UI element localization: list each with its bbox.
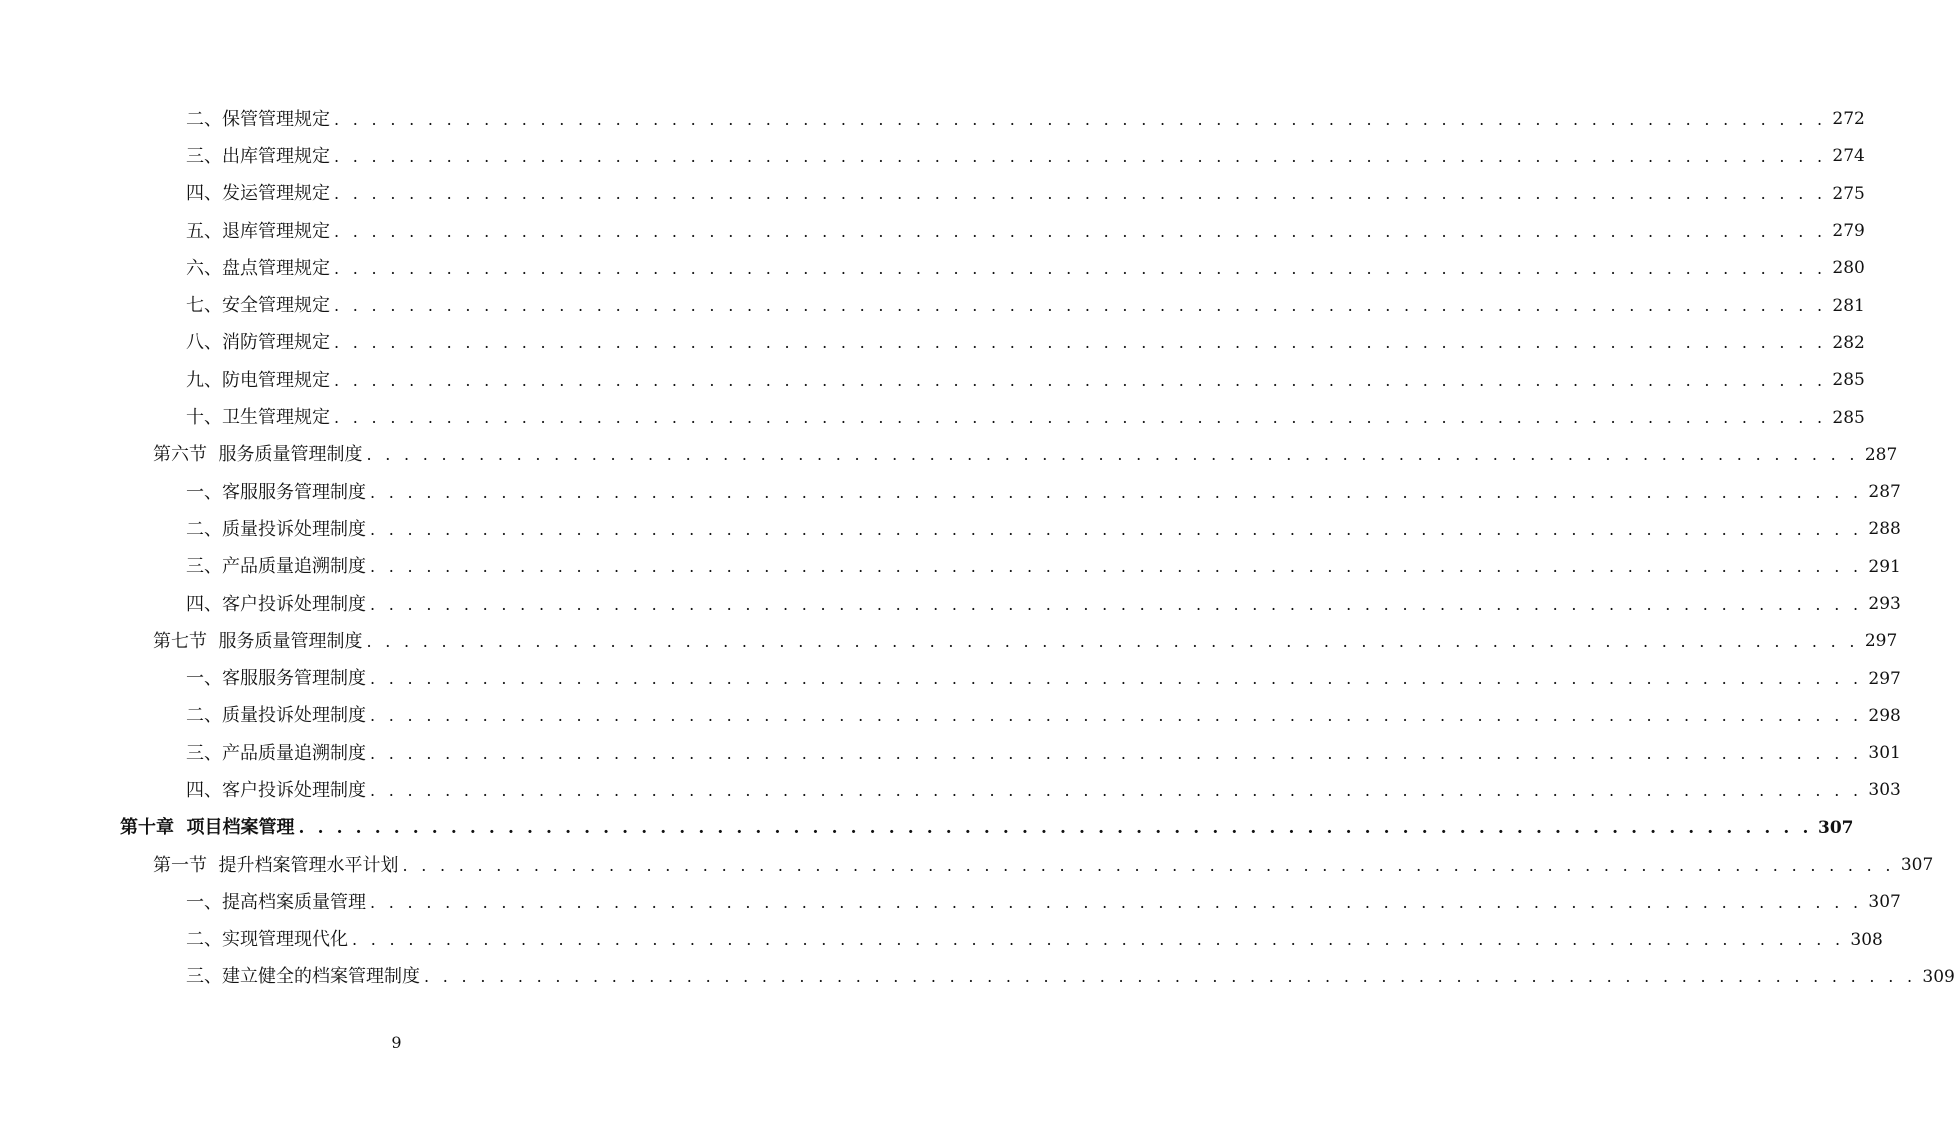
toc-entry-title: 第七节 服务质量管理制度 bbox=[153, 630, 363, 652]
toc-dot-leader: . . . . . . . . . . . . . . . . . . . . . . . . . . . . . . . . . . . . . . . . . . . . . . . . . . . . . . . . . . . . . . . . . . . . . . . . . . . . . . . . bbox=[334, 296, 1827, 316]
toc-dot-leader: . . . . . . . . . . . . . . . . . . . . . . . . . . . . . . . . . . . . . . . . . . . . . . . . . . . . . . . . . . . . . . . . . . . . . . . . . . . . . . . . bbox=[298, 817, 1812, 838]
toc-dot-leader: . . . . . . . . . . . . . . . . . . . . . . . . . . . . . . . . . . . . . . . . . . . . . . . . . . . . . . . . . . . . . . . . . . . . . . . . . . . . . . . . bbox=[334, 370, 1827, 390]
toc-entry-page: 307 bbox=[1868, 892, 1901, 913]
toc-entry-title: 一、客服服务管理制度 bbox=[186, 668, 366, 690]
toc-dot-leader: . . . . . . . . . . . . . . . . . . . . . . . . . . . . . . . . . . . . . . . . . . . . . . . . . . . . . . . . . . . . . . . . . . . . . . . . . . . . . . . . bbox=[366, 631, 1859, 651]
toc-entry-page: 272 bbox=[1832, 109, 1865, 130]
toc-entry-page: 285 bbox=[1832, 407, 1865, 428]
toc-dot-leader: . . . . . . . . . . . . . . . . . . . . . . . . . . . . . . . . . . . . . . . . . . . . . . . . . . . . . . . . . . . . . . . . . . . . . . . . . . . . . . . . bbox=[424, 967, 1917, 987]
toc-dot-leader: . . . . . . . . . . . . . . . . . . . . . . . . . . . . . . . . . . . . . . . . . . . . . . . . . . . . . . . . . . . . . . . . . . . . . . . . . . . . . . . . bbox=[352, 930, 1845, 950]
toc-entry-title: 七、安全管理规定 bbox=[186, 295, 330, 317]
toc-entry-title: 一、提高档案质量管理 bbox=[186, 891, 366, 913]
toc-entry-page: 285 bbox=[1832, 370, 1865, 391]
toc-entry[interactable] bbox=[0, 325, 1865, 362]
toc-dot-leader: . . . . . . . . . . . . . . . . . . . . . . . . . . . . . . . . . . . . . . . . . . . . . . . . . . . . . . . . . . . . . . . . . . . . . . . . . . . . . . . . bbox=[366, 445, 1859, 465]
toc-entry[interactable] bbox=[0, 735, 1901, 772]
toc-entry[interactable] bbox=[0, 250, 1865, 287]
toc-entry-title: 八、消防管理规定 bbox=[186, 332, 330, 354]
toc-entry[interactable] bbox=[0, 623, 1898, 660]
toc-dot-leader: . . . . . . . . . . . . . . . . . . . . . . . . . . . . . . . . . . . . . . . . . . . . . . . . . . . . . . . . . . . . . . . . . . . . . . . . . . . . . . . . bbox=[334, 109, 1827, 129]
toc-entry[interactable] bbox=[0, 884, 1901, 921]
toc-entry-page: 287 bbox=[1868, 482, 1901, 503]
toc-entry-page: 280 bbox=[1832, 258, 1865, 279]
toc-entry-title: 四、发运管理规定 bbox=[186, 183, 330, 205]
toc-entry-title: 第十章 项目档案管理 bbox=[120, 817, 295, 839]
toc-entry-page: 307 bbox=[1817, 817, 1854, 838]
toc-dot-leader: . . . . . . . . . . . . . . . . . . . . . . . . . . . . . . . . . . . . . . . . . . . . . . . . . . . . . . . . . . . . . . . . . . . . . . . . . . . . . . . . bbox=[334, 333, 1827, 353]
toc-entry-page: 303 bbox=[1868, 780, 1901, 801]
toc-entry[interactable] bbox=[0, 138, 1865, 175]
toc-dot-leader: . . . . . . . . . . . . . . . . . . . . . . . . . . . . . . . . . . . . . . . . . . . . . . . . . . . . . . . . . . . . . . . . . . . . . . . . . . . . . . . . bbox=[370, 519, 1863, 539]
page-number: 9 bbox=[391, 1033, 402, 1052]
toc-entry-page: 297 bbox=[1864, 631, 1898, 652]
toc-entry-page: 287 bbox=[1864, 444, 1898, 465]
toc-entry-page: 275 bbox=[1832, 183, 1865, 204]
toc-entry-page: 308 bbox=[1850, 929, 1883, 950]
toc-entry-title: 六、盘点管理规定 bbox=[186, 257, 330, 279]
toc-entry-title: 四、客户投诉处理制度 bbox=[186, 779, 366, 801]
toc-entry-title: 二、实现管理现代化 bbox=[186, 929, 348, 951]
toc-dot-leader: . . . . . . . . . . . . . . . . . . . . . . . . . . . . . . . . . . . . . . . . . . . . . . . . . . . . . . . . . . . . . . . . . . . . . . . . . . . . . . . . bbox=[370, 743, 1863, 763]
toc-entry-title: 三、建立健全的档案管理制度 bbox=[186, 966, 420, 988]
toc-entry[interactable] bbox=[0, 437, 1898, 474]
toc-entry[interactable] bbox=[0, 810, 1854, 847]
toc-entry[interactable] bbox=[0, 698, 1901, 735]
toc-entry[interactable] bbox=[0, 660, 1901, 697]
toc-dot-leader: . . . . . . . . . . . . . . . . . . . . . . . . . . . . . . . . . . . . . . . . . . . . . . . . . . . . . . . . . . . . . . . . . . . . . . . . . . . . . . . . bbox=[370, 594, 1863, 614]
toc-entry[interactable] bbox=[0, 176, 1865, 213]
toc-entry-page: 297 bbox=[1868, 668, 1901, 689]
toc-dot-leader: . . . . . . . . . . . . . . . . . . . . . . . . . . . . . . . . . . . . . . . . . . . . . . . . . . . . . . . . . . . . . . . . . . . . . . . . . . . . . . . . bbox=[334, 408, 1827, 428]
toc-dot-leader: . . . . . . . . . . . . . . . . . . . . . . . . . . . . . . . . . . . . . . . . . . . . . . . . . . . . . . . . . . . . . . . . . . . . . . . . . . . . . . . . bbox=[402, 855, 1895, 875]
toc-entry-page: 274 bbox=[1832, 146, 1865, 167]
toc-entry[interactable] bbox=[0, 511, 1901, 548]
toc-entry-page: 281 bbox=[1832, 295, 1865, 316]
toc-entry[interactable] bbox=[0, 362, 1865, 399]
toc-entry[interactable] bbox=[0, 399, 1865, 436]
toc-entry-title: 二、质量投诉处理制度 bbox=[186, 518, 366, 540]
toc-entry-page: 298 bbox=[1868, 705, 1901, 726]
toc-entry[interactable] bbox=[0, 474, 1901, 511]
toc-entry-title: 九、防电管理规定 bbox=[186, 369, 330, 391]
toc-entry[interactable] bbox=[0, 922, 1883, 959]
toc-entry-page: 288 bbox=[1868, 519, 1901, 540]
toc-entry[interactable] bbox=[0, 772, 1901, 809]
toc-entry-page: 293 bbox=[1868, 594, 1901, 614]
toc-entry-title: 二、质量投诉处理制度 bbox=[186, 705, 366, 727]
toc-dot-leader: . . . . . . . . . . . . . . . . . . . . . . . . . . . . . . . . . . . . . . . . . . . . . . . . . . . . . . . . . . . . . . . . . . . . . . . . . . . . . . . . bbox=[334, 258, 1827, 278]
toc-dot-leader: . . . . . . . . . . . . . . . . . . . . . . . . . . . . . . . . . . . . . . . . . . . . . . . . . . . . . . . . . . . . . . . . . . . . . . . . . . . . . . . . bbox=[370, 482, 1863, 502]
toc-entry-page: 282 bbox=[1832, 332, 1865, 353]
toc-entry[interactable] bbox=[0, 549, 1901, 586]
toc-dot-leader: . . . . . . . . . . . . . . . . . . . . . . . . . . . . . . . . . . . . . . . . . . . . . . . . . . . . . . . . . . . . . . . . . . . . . . . . . . . . . . . . bbox=[370, 557, 1863, 577]
toc-entry-page: 301 bbox=[1868, 743, 1901, 764]
toc-entry-title: 四、客户投诉处理制度 bbox=[186, 593, 366, 615]
toc-entry[interactable] bbox=[0, 213, 1865, 250]
toc-entry-page: 291 bbox=[1868, 556, 1901, 577]
toc-dot-leader: . . . . . . . . . . . . . . . . . . . . . . . . . . . . . . . . . . . . . . . . . . . . . . . . . . . . . . . . . . . . . . . . . . . . . . . . . . . . . . . . bbox=[334, 146, 1827, 166]
toc-entry-title: 三、产品质量追溯制度 bbox=[186, 556, 366, 578]
toc-entry-page: 279 bbox=[1832, 221, 1865, 242]
table-of-contents bbox=[0, 101, 1955, 996]
toc-entry-title: 三、产品质量追溯制度 bbox=[186, 742, 366, 764]
toc-dot-leader: . . . . . . . . . . . . . . . . . . . . . . . . . . . . . . . . . . . . . . . . . . . . . . . . . . . . . . . . . . . . . . . . . . . . . . . . . . . . . . . . bbox=[370, 780, 1863, 800]
toc-dot-leader: . . . . . . . . . . . . . . . . . . . . . . . . . . . . . . . . . . . . . . . . . . . . . . . . . . . . . . . . . . . . . . . . . . . . . . . . . . . . . . . . bbox=[370, 706, 1863, 726]
toc-entry-title: 二、保管管理规定 bbox=[186, 108, 330, 130]
toc-entry[interactable] bbox=[0, 287, 1865, 324]
toc-entry-title: 三、出库管理规定 bbox=[186, 145, 330, 167]
toc-entry-title: 第一节 提升档案管理水平计划 bbox=[153, 854, 399, 876]
toc-entry-title: 五、退库管理规定 bbox=[186, 220, 330, 242]
toc-entry-page: 307 bbox=[1900, 855, 1934, 876]
toc-entry-title: 一、客服服务管理制度 bbox=[186, 481, 366, 503]
toc-entry-page: 309 bbox=[1922, 966, 1955, 987]
toc-dot-leader: . . . . . . . . . . . . . . . . . . . . . . . . . . . . . . . . . . . . . . . . . . . . . . . . . . . . . . . . . . . . . . . . . . . . . . . . . . . . . . . . bbox=[334, 184, 1827, 204]
toc-dot-leader: . . . . . . . . . . . . . . . . . . . . . . . . . . . . . . . . . . . . . . . . . . . . . . . . . . . . . . . . . . . . . . . . . . . . . . . . . . . . . . . . bbox=[370, 669, 1863, 689]
toc-entry[interactable] bbox=[0, 586, 1901, 623]
toc-entry[interactable] bbox=[0, 101, 1865, 138]
toc-dot-leader: . . . . . . . . . . . . . . . . . . . . . . . . . . . . . . . . . . . . . . . . . . . . . . . . . . . . . . . . . . . . . . . . . . . . . . . . . . . . . . . . bbox=[370, 892, 1863, 912]
toc-entry[interactable] bbox=[0, 959, 1955, 996]
toc-dot-leader: . . . . . . . . . . . . . . . . . . . . . . . . . . . . . . . . . . . . . . . . . . . . . . . . . . . . . . . . . . . . . . . . . . . . . . . . . . . . . . . . bbox=[334, 221, 1827, 241]
toc-entry-title: 第六节 服务质量管理制度 bbox=[153, 444, 363, 466]
toc-entry[interactable] bbox=[0, 847, 1934, 884]
toc-entry-title: 十、卫生管理规定 bbox=[186, 407, 330, 429]
